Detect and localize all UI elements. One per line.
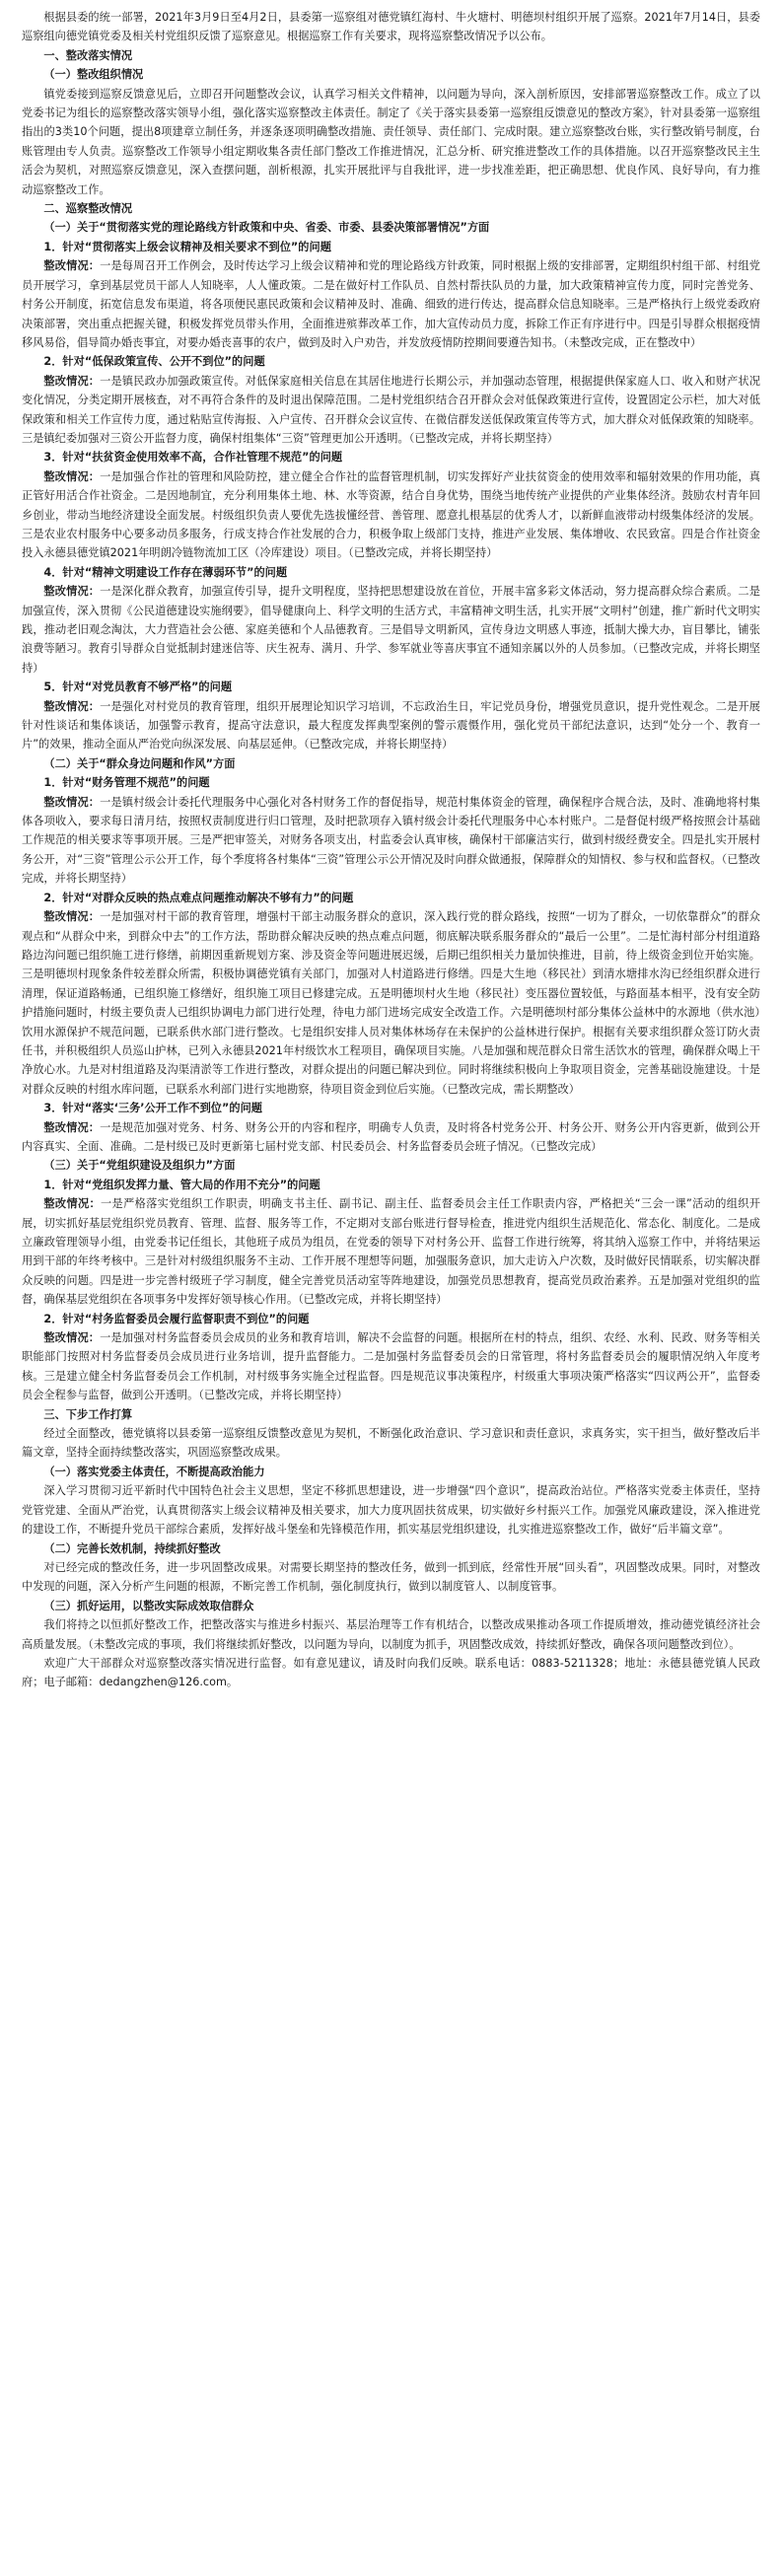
item-body: 一是加强合作社的管理和风险防控，建立健全合作社的监督管理机制，切实发挥好产业扶贫资金的使用效率和辐射效果的作用功能，真正管好用活合作社资金。二是因地制宜，充分利用集体土地、林、水等资源，结合自身优势，围绕当地传统产业提供的产业集体经济。鼓励农村青年回乡创业，带动当地经济建设全面发展。村级组织负责人要优先选拔懂经营、善管理、愿意扎根基层的优秀人才，以新鲜血液带动村级集体经济的发展。三是农业农村服务中心要多动员多服务，行成支持合作社发展的合力，积极争取上级部门支持，推进产业发展、集体增收、农民致富。四是合作社资金投入永德县德党镇2021年明朗冷链物流加工区（冷库建设）项目。（已整改完成，并将长期坚持）: [22, 469, 760, 560]
section-2-heading: 二、巡察整改情况: [43, 202, 133, 216]
item-lead: 整改情况：: [43, 469, 101, 483]
section-1-paragraph: 镇党委接到巡察反馈意见后，立即召开问题整改会议，认真学习相关文件精神，以问题为导向，深入剖析原因，安排部署巡察整改工作。成立了以党委书记为组长的巡察整改落实领导小组，强化落实巡察整改主体责任。制定了《关于落实县委第一巡察组反馈意见的整改方案》，针对县委第一巡察组指出的3类10个问题，提出8项建章立制任务，并逐条逐项明确整改措施、责任领导、责任部门、完成时限。建立巡察整改台账，实行整改销号制度，台账管理由专人负责。巡察整改工作领导小组定期收集各责任部门整改工作推进情况，汇总分析、研究推进整改工作的具体措施。以召开巡察整改民主生活会为契机，对照巡察反馈意见，深入查摆问题，剖析根源，扎实开展批评与自我批评，进一步找准差距，把正确思想、优良作风、良好导向，有力推动巡察整改工作。: [22, 87, 760, 196]
plan-2-heading: （二）完善长效机制，持续抓好整改: [43, 1541, 221, 1555]
item-heading: 2．针对“低保政策宣传、公开不到位”的问题: [43, 355, 265, 369]
item-heading: 3．针对“落实‘三务’公开工作不到位”的问题: [43, 1102, 263, 1115]
item-paragraph: [22, 1194, 760, 1309]
item-heading: 2．针对“村务监督委员会履行监督职责不到位”的问题: [43, 1312, 310, 1325]
item-lead: 整改情况：: [43, 374, 101, 388]
item-lead: 整改情况：: [43, 795, 101, 809]
item-paragraph: [22, 467, 760, 563]
item-body: 一是强化对村党员的教育管理，组织开展理论知识学习培训，不忘政治生日，牢记党员身份，增强党员意识，提升党性观念。二是开展针对性谈话和集体谈话，加强警示教育，提高守法意识，最大程度发挥典型案例的警示震慑作用，强化党员干部纪法意识，达到“处分一个、教育一片”的效果，推动全面从严治党向纵深发展、向基层延伸。（已整改完成，并将长期坚持）: [22, 699, 760, 751]
item-body: 一是加强对村务监督委员会成员的业务和教育培训，解决不会监督的问题。根据所在村的特点，组织、农经、水利、民政、财务等相关职能部门按照对村务监督委员会成员进行业务培训，提升监督能力。二是加强村务监督委员会的日常管理，将村务监督委员会的履职情况纳入年度考核。三是建立健全村务监督委员会工作机制，对村级事务实施全过程监督。四是规范议事决策程序，村级重大事项决策严格落实“四议两公开”，监督委员会全程参与监督，做到公开透明。（已整改完成，并将长期坚持）: [22, 1331, 760, 1402]
group-b-heading: （二）关于“群众身边问题和作风”方面: [43, 756, 236, 770]
item-body: 一是每周召开工作例会，及时传达学习上级会议精神和党的理论路线方针政策，同时根据上级的安排部署，定期组织村组干部、村组党员开展学习，拿到基层党员干部人人知晓率，人人懂政策。二是在做好村工作队员、自然村帮扶队员的力量，加大政策精神宣传力度，同时完善党务、村务公开制度，拓宽信息发布渠道，将各项便民惠民政策和会议精神及时、准确、细致的进行传达，提高群众信息知晓率。三是严格执行上级党委政府决策部署，突出重点把握关键，积极发挥党员带头作用，全面推进殡葬改革工作，加大宣传动员力度，拆除工作正有序进行中。四是引导群众根据疫情移风易俗，倡导简办婚丧事宜，对要办婚丧喜事的农户，做到及时入户劝告，并发放疫情防控期间要遵告知书。（未整改完成，正在整改中）: [22, 259, 760, 349]
item-lead: 整改情况：: [43, 1197, 102, 1211]
item-paragraph: [22, 793, 760, 889]
group-c-heading: （三）关于“党组织建设及组织力”方面: [43, 1159, 236, 1173]
item-heading: 2．针对“对群众反映的热点难点问题推动解决不够有力”的问题: [43, 891, 354, 904]
item-body: 一是规范加强对党务、村务、财务公开的内容和程序，明确专人负责，及时将各村党务公开、村务公开、财务公开内容更新，做到公开内容真实、全面、准确。二是村级已及时更新第七届村党支部、村民委员会、村务监督委员会班子情况。（已整改完成）: [22, 1120, 760, 1153]
closing-paragraph: [22, 1654, 760, 1692]
item-heading: 1．针对“党组织发挥力量、管大局的作用不充分”的问题: [43, 1178, 320, 1191]
item-body: 一是深化群众教育，加强宣传引导，提升文明程度，坚持把思想建设放在首位，开展丰富多彩文体活动，努力提高群众综合素质。二是加强宣传，深入贯彻《公民道德建设实施纲要》，倡导健康向上、科学文明的生活方式，丰富精神文明生活，扎实开展“文明村”创建，推广新时代文明实践，推动老旧观念淘汰，大力营造社会公德、家庭美德和个人品德教育。三是倡导文明新风，宣传身边文明感人事迹，抵制大操大办，盲目攀比，铺张浪费等陋习。教育引导群众自觉抵制封建迷信等、庆生祝寿、满月、升学、参军就业等喜庆事宜不通知亲属以外的人员参加。（已整改完成，并将长期坚持）: [22, 585, 760, 675]
item-heading: 3．针对“扶贫资金使用效率不高，合作社管理不规范”的问题: [43, 451, 343, 465]
item-body: 一是严格落实党组织工作职责，明确支书主任、副书记、副主任、监督委员会主任工作职责内容，严格把关“三会一课”活动的组织开展，切实抓好基层党组织党员教育、管理、监督、服务等工作，不定期对支部台账进行督导检查，推进党内组织生活规范化、常态化、制度化。二是成立廉政管理领导小组，由党委书记任组长，其他班子成员为组员，在党委的领导下对村务公开、监督工作进行统筹，将其纳入巡察工作中，并将结果运用到干部的年终考核中。三是针对村级组织服务不主动、工作开展不理想等问题，加强服务意识，加大走访入户次数，及时做好民情联系，切实解决群众反映的问题。四是进一步完善村级班子学习制度，健全完善党员活动室等阵地建设，加强党员思想教育，提高党员政治素养。五是加强对党组织的监督，确保基层党组织在各项事务中发挥好领导核心作用。（已整改完成，并将长期坚持）: [22, 1197, 760, 1307]
contact-email[interactable]: dedangzhen@126.com: [99, 1676, 227, 1689]
section-1-sub-heading: （一）整改组织情况: [43, 68, 144, 82]
plan-3-paragraph: 我们将持之以恒抓好整改工作，把整改落实与推进乡村振兴、基层治理等工作有机结合，以整改成果推动各项工作提质增效，推动德党镇经济社会高质量发展。（未整改完成的事项，我们将继续抓好整改，以问题为导向，以制度为抓手，巩固整改成效，持续抓好整改，确保各项问题整改到位）。: [22, 1618, 760, 1651]
item-body: 一是加强对村干部的教育管理，增强村干部主动服务群众的意识，深入践行党的群众路线，按照“一切为了群众，一切依靠群众”的群众观点和“从群众中来，到群众中去”的工作方法，帮助群众解决反映的热点难点问题，彻底解决联系服务群众的“最后一公里”。二是忙海村部分村组道路路边沟问题已组织施工进行修缮，前期因重新规划方案、涉及资金等问题进展迟缓，后期已组织相关力量加快推进，目前，待上级资金到位开始实施。三是明德坝村现象条件较差群众所需，积极协调德党镇有关部门，加强对人村道路进行修缮。四是大生地（移民社）到清水塘排水沟已经组织群众进行清理，保证道路畅通，已组织施工修缮好，组织施工项目已修建完成。五是明德坝村火生地（移民社）变压器位置较低，与路面基本相平，没有安全防护措施问题时，村级主要负责人已组织协调电力部门进行处理，待电力部门进场完成安全改造工作。六是明德坝村部分集体公益林中的水源地（供水池）饮用水源保护不规范问题，已联系供水部门进行整改。七是组织安排人员对集体林场存在未保护的公益林进行保护。根据有关要求组织群众签订防火责任书，并积极组织人员巡山护林，已列入永德县2021年村级饮水工程项目，确保项目实施。八是加强和规范群众日常生活饮水的管理，确保群众喝上干净放心水。九是对村组道路及沟渠清淤等工作进行整改，对群众提出的问题已解决到位。同时将继续积极向上争取项目资金，完善基础设施建设。十是对群众反映的村组水库问题，已联系水利部门进行实地勘察，待项目资金到位后实施。（已整改完成，需长期整改）: [22, 910, 760, 1096]
item-paragraph: [22, 1328, 760, 1405]
plan-1-heading: （一）落实党委主体责任，不断提高政治能力: [43, 1465, 265, 1478]
item-body: 一是镇村级会计委托代理服务中心强化对各村财务工作的督促指导，规范村集体资金的管理，确保程序合规合法，及时、准确地将村集体各项收入，要求每日清月结，按照权责制度进行归口管理，及时把款项存入镇村级会计委托代理服务中心本村账户。二是督促村级严格按照会计基础工作规范的相关要求等事项开展。三是严把审签关，对财务各项支出，村监委会认真审核，确保村干部廉洁实行，做到村级经费安全。四是扎实开展村务公开，对“三资”管理公示公开工作，每个季度将各村集体“三资”管理公示公开情况及时向群众做通报，保障群众的知情权、参与权和监督权。（已整改完成，并将长期坚持）: [22, 795, 760, 886]
item-lead: 整改情况：: [43, 1120, 101, 1134]
closing-end: 。: [226, 1676, 239, 1689]
item-lead: 整改情况：: [43, 1331, 101, 1345]
item-heading: 5．针对“对党员教育不够严格”的问题: [43, 680, 233, 694]
item-heading: 1．针对“贯彻落实上级会议精神及相关要求不到位”的问题: [43, 240, 331, 253]
item-body: 一是镇民政办加强政策宣传。对低保家庭相关信息在其居住地进行长期公示，并加强动态管理，根据提供保家庭人口、收入和财产状况变化情况，分类定期开展核查，对不再符合条件的及时退出保障范围。二是村党组织结合召开群众会对低保政策进行宣传，设置固定公示栏，加大对低保政策和相关工作宣传力度，通过粘贴宣传海报、入户宣传、召开群众会议宣传、在微信群发送低保政策宣传等方式，加大群众对低保政策的知晓率。三是镇纪委加强对三资公开监督力度，确保村组集体“三资”管理更加公开透明。（已整改完成，并将长期坚持）: [22, 374, 760, 445]
item-lead: 整改情况：: [43, 585, 101, 599]
item-heading: 4．针对“精神文明建设工作存在薄弱环节”的问题: [43, 565, 288, 579]
item-paragraph: [22, 582, 760, 678]
item-paragraph: [22, 1118, 760, 1157]
section-3-heading: 三、下步工作打算: [43, 1407, 133, 1421]
item-lead: 整改情况：: [43, 910, 101, 924]
intro-paragraph: 根据县委的统一部署，2021年3月9日至4月2日，县委第一巡察组对德党镇红海村、牛火塘村、明德坝村组织开展了巡察。2021年7月14日，县委巡察组向德党镇党委及相关村党组织反馈了巡察意见。根据巡察工作有关要求，现将巡察整改情况予以公布。: [22, 11, 760, 43]
item-paragraph: [22, 907, 760, 1099]
section-1-heading: 一、整改落实情况: [43, 48, 133, 62]
item-paragraph: [22, 697, 760, 754]
plan-1-paragraph: 深入学习贯彻习近平新时代中国特色社会主义思想，坚定不移抓思想建设，进一步增强“四个意识”，提高政治站位。严格落实党委主体责任，坚持党管党建、全面从严治党，认真贯彻落实上级会议精神及相关要求，加大力度巩固扶贫成果，切实做好乡村振兴工作。加强党风廉政建设，深入推进党的建设工作，不断提升党员干部综合素质，发挥好战斗堡垒和先锋模范作用，抓实基层党组织建设，扎实推进巡察整改工作，做好“后半篇文章”。: [22, 1484, 760, 1537]
item-lead: 整改情况：: [43, 699, 101, 713]
plan-2-paragraph: 对已经完成的整改任务，进一步巩固整改成果。对需要长期坚持的整改任务，做到一抓到底，经常性开展“回头看”，巩固整改成果。同时，对整改中发现的问题，深入分析产生问题的根源，不断完善工作机制，强化制度执行，做到以制度管人、以制度管事。: [22, 1560, 760, 1594]
item-lead: 整改情况：: [43, 259, 101, 273]
item-heading: 1．针对“财务管理不规范”的问题: [43, 776, 210, 790]
group-a-heading: （一）关于“贯彻落实党的理论路线方针政策和中央、省委、市委、县委决策部署情况”方面: [43, 221, 490, 235]
plan-3-heading: （三）抓好运用，以整改实际成效取信群众: [43, 1599, 254, 1612]
item-paragraph: [22, 256, 760, 352]
section-3-paragraph: 经过全面整改，德党镇将以县委第一巡察组反馈整改意见为契机，不断强化政治意识、学习意识和责任意识，求真务实，实干担当，做好整改后半篇文章，坚持全面持续整改落实，巩固巡察整改成果。: [22, 1427, 760, 1460]
item-paragraph: [22, 372, 760, 449]
closing-text: 欢迎广大干部群众对巡察整改落实情况进行监督。如有意见建议，请及时向我们反映。联系电话：0883-5211328；地址：永德县德党镇人民政府；电子邮箱：: [22, 1656, 760, 1689]
